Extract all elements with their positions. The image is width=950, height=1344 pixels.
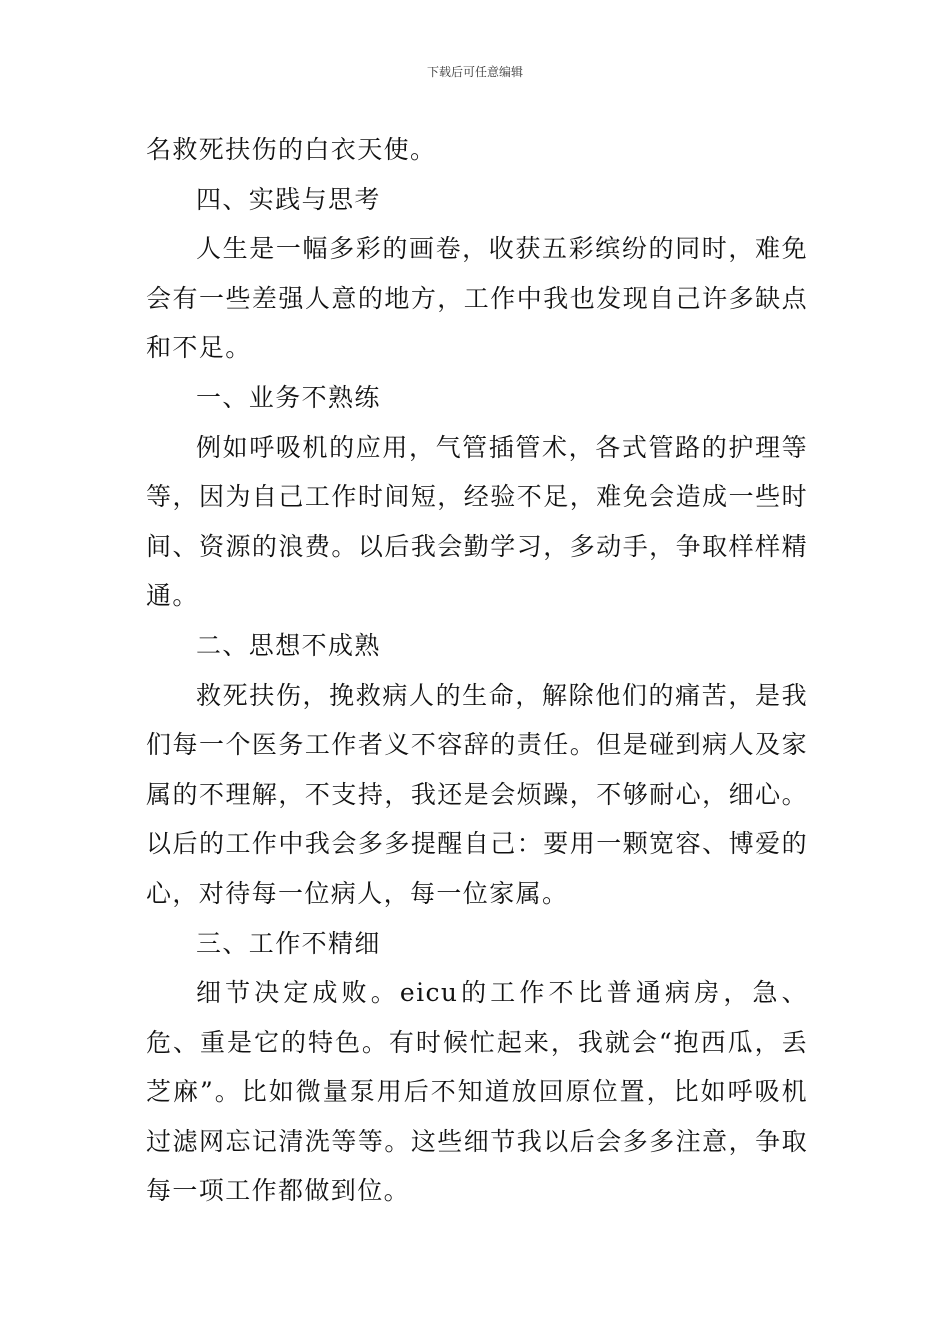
document-body bbox=[146, 125, 808, 1216]
paragraph-details: 细节决定成败。eicu的工作不比普通病房，急、危、重是它的特色。有时候忙起来，我就会“抱西瓜，丢芝麻”。比如微量泵用后不知道放回原位置，比如呼吸机过滤网忘记清洗等等。这些细节我以后会多多注意，争取每一项工作都做到位。 bbox=[146, 978, 808, 1206]
paragraph-intro: 人生是一幅多彩的画卷，收获五彩缤纷的同时，难免会有一些差强人意的地方，工作中我也发现自己许多缺点和不足。 bbox=[146, 234, 808, 363]
section-heading-skills: 一、业务不熟练 bbox=[196, 382, 381, 412]
section-heading-mindset: 二、思想不成熟 bbox=[196, 630, 381, 660]
section-heading-practice: 四、实践与思考 bbox=[196, 184, 381, 214]
paragraph-continuation: 名救死扶伤的白衣天使。 bbox=[146, 135, 437, 164]
section-heading-details: 三、工作不精细 bbox=[196, 928, 381, 958]
paragraph-mindset: 救死扶伤，挽救病人的生命，解除他们的痛苦，是我们每一个医务工作者义不容辞的责任。但是碰到病人及家属的不理解，不支持，我还是会烦躁，不够耐心，细心。以后的工作中我会多多提醒自己：要用一颗宽容、博爱的心，对待每一位病人，每一位家属。 bbox=[146, 680, 808, 908]
paragraph-skills: 例如呼吸机的应用，气管插管术，各式管路的护理等等，因为自己工作时间短，经验不足，难免会造成一些时间、资源的浪费。以后我会勤学习，多动手，争取样样精通。 bbox=[146, 432, 808, 611]
page-header-note: 下载后可任意编辑 bbox=[426, 65, 523, 79]
